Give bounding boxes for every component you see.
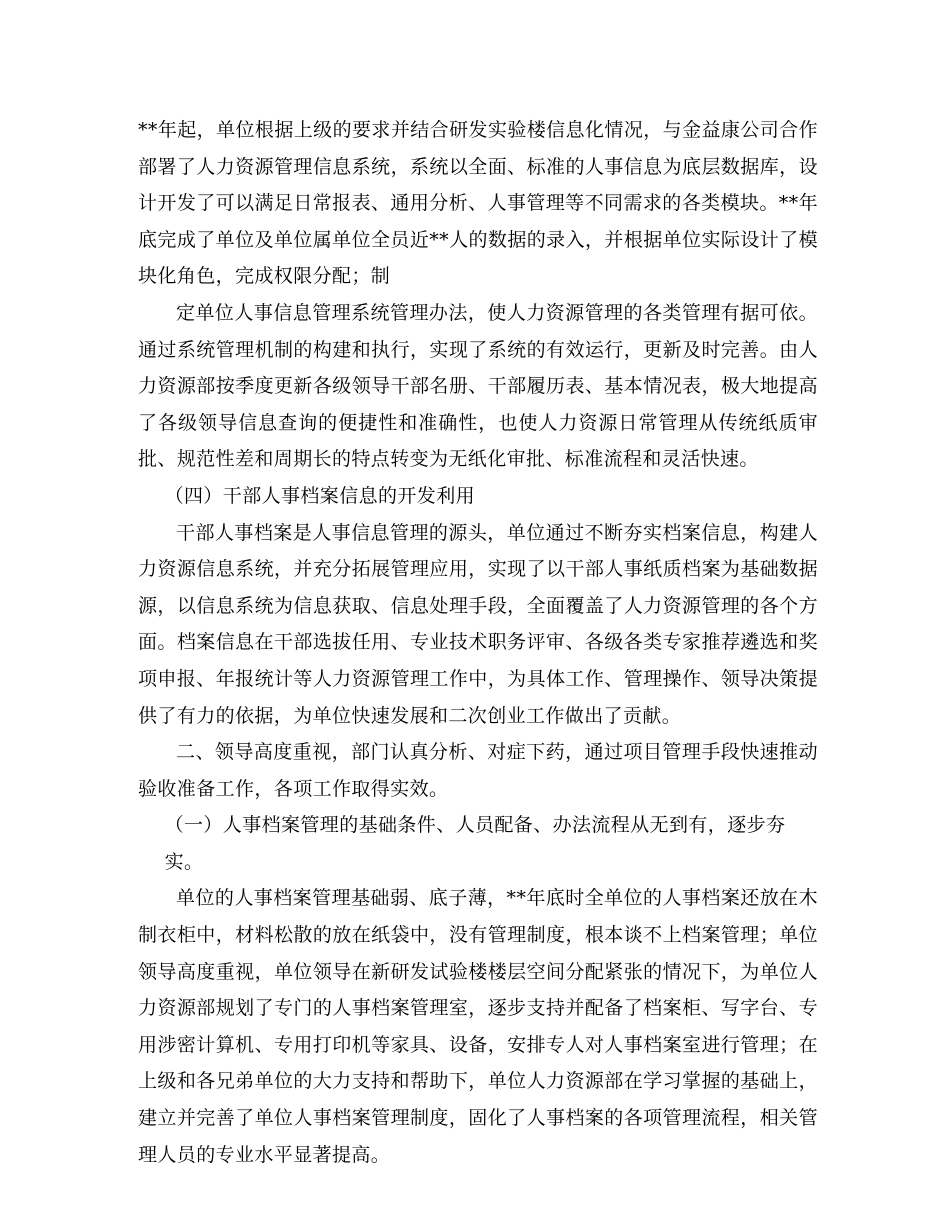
paragraph-system-management: 定单位人事信息管理系统管理办法，使人力资源管理的各类管理有据可依。通过系统管理机制的构建和执行，实现了系统的有效运行，更新及时完善。由人力资源部按季度更新各级领导干部名册、干部履历表、基本情况表，极大地提高了各级领导信息查询的便捷性和准确性，也使人力资源日常管理从传统纸质审批、规范性差和周期长的特点转变为无纸化审批、标准流程和灵活快速。 xyxy=(138,301,818,471)
paragraph-archive-usage: 干部人事档案是人事信息管理的源头，单位通过不断夯实档案信息，构建人力资源信息系统，并充分拓展管理应用，实现了以干部人事纸质档案为基础数据源，以信息系统为信息获取、信息处理手段，全面覆盖了人力资源管理的各个方面。档案信息在干部选拔任用、专业技术职务评审、各级各类专家推荐遴选和奖项申报、年报统计等人力资源管理工作中，为具体工作、管理操作、领导决策提供了有力的依据，为单位快速发展和二次创业工作做出了贡献。 xyxy=(138,521,818,727)
document-body xyxy=(138,112,818,1173)
paragraph-archive-foundation: 单位的人事档案管理基础弱、底子薄，**年底时全单位的人事档案还放在木制衣柜中，材料松散的放在纸袋中，没有管理制度，根本谈不上档案管理；单位领导高度重视，单位领导在新研发试验楼楼层空间分配紧张的情况下，为单位人力资源部规划了专门的人事档案管理室，逐步支持并配备了档案柜、写字台、专用涉密计算机、专用打印机等家具、设备，安排专人对人事档案室进行管理；在上级和各兄弟单位的大力支持和帮助下，单位人力资源部在学习掌握的基础上，建立并完善了单位人事档案管理制度，固化了人事档案的各项管理流程，相关管理人员的专业水平显著提高。 xyxy=(138,887,818,1166)
section-heading-4: （四）干部人事档案信息的开发利用 xyxy=(164,484,475,507)
section-heading-2-1: （一）人事档案管理的基础条件、人员配备、办法流程从无到有，逐步夯实。 xyxy=(164,814,786,873)
section-heading-2: 二、领导高度重视，部门认真分析、对症下药，通过项目管理手段快速推动验收准备工作，各项工作取得实效。 xyxy=(138,741,818,800)
paragraph-continued: **年起，单位根据上级的要求并结合研发实验楼信息化情况，与金益康公司合作部署了人力资源管理信息系统，系统以全面、标准的人事信息为底层数据库，设计开发了可以满足日常报表、通用分析、人事管理等不同需求的各类模块。**年底完成了单位及单位属单位全员近**人的数据的录入，并根据单位实际设计了模块化角色，完成权限分配；制 xyxy=(138,119,818,288)
